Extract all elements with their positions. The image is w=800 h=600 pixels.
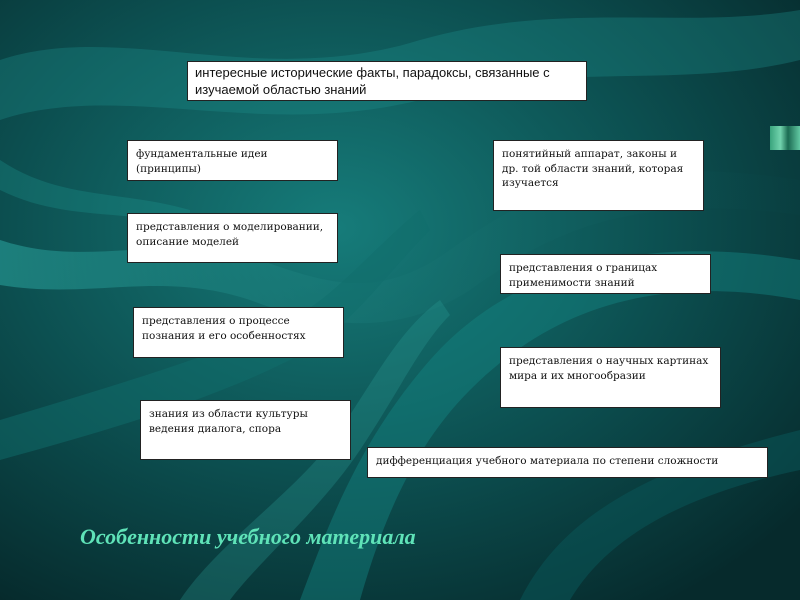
box-differentiation: дифференциация учебного материала по степени сложности: [367, 447, 768, 478]
box-applicability-limits: представления о границах применимости знаний: [500, 254, 711, 294]
box-fundamental-ideas: фундаментальные идеи (принципы): [127, 140, 338, 181]
side-accent-tab: [770, 126, 800, 150]
box-scientific-worldviews: представления о научных картинах мира и их многообразии: [500, 347, 721, 408]
box-historical-facts: интересные исторические факты, парадоксы, связанные с изучаемой областью знаний: [187, 61, 587, 101]
box-dialogue-culture: знания из области культуры ведения диалога, спора: [140, 400, 351, 460]
slide-title: Особенности учебного материала: [80, 524, 416, 549]
box-cognition-process: представления о процессе познания и его особенностях: [133, 307, 344, 358]
box-modeling: представления о моделировании, описание моделей: [127, 213, 338, 263]
box-conceptual-apparatus: понятийный аппарат, законы и др. той области знаний, которая изучается: [493, 140, 704, 211]
